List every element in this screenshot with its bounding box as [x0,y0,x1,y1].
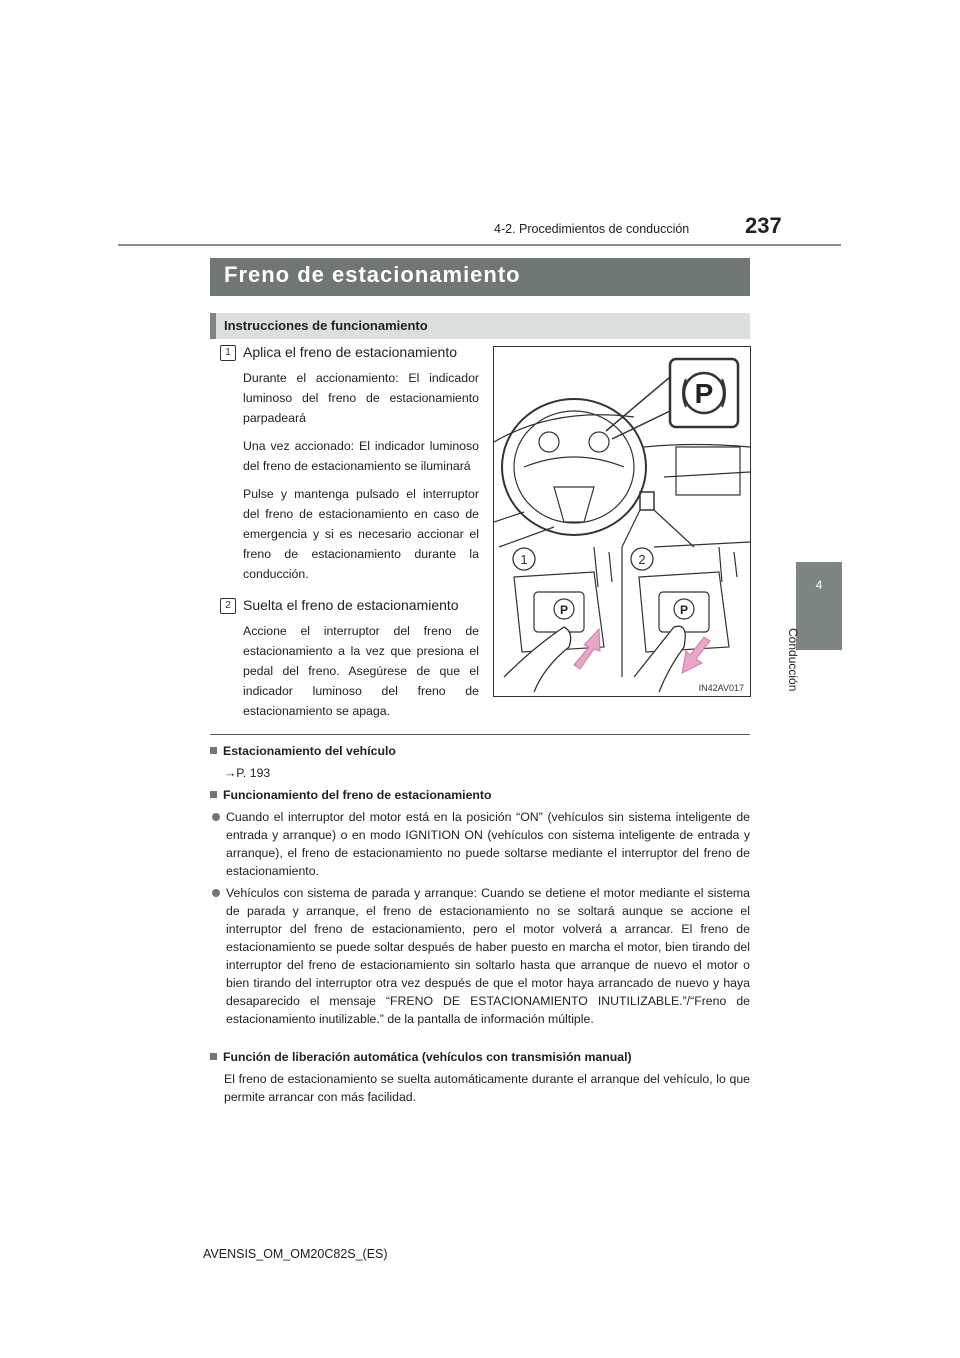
note-title: Función de liberación automática (vehículos con transmisión manual) [223,1050,632,1064]
page-number: 237 [745,213,782,238]
square-bullet-icon [210,747,217,754]
subsection-title: Instrucciones de funcionamiento [224,318,428,333]
subsection-accent [210,313,216,339]
document-code: AVENSIS_OM_OM20C82S_(ES) [203,1247,388,1261]
step-2-body [243,621,479,729]
parking-brake-illustration [493,346,751,697]
step-1-paragraph: Durante el accionamiento: El indicador luminoso del freno de estacionamiento parpadeará [243,371,479,425]
round-bullet-icon [212,813,220,821]
note-parking [210,742,750,782]
step-1-body [243,368,479,592]
note-title: Estacionamiento del vehículo [223,744,396,758]
dash-line [664,472,750,477]
release-arrow-icon [682,637,710,673]
gauge-icon [589,432,609,452]
round-bullet-icon [212,889,220,897]
switch-location-icon [640,492,654,510]
note-reference: →P. 193 [224,766,271,780]
bullet-item: Cuando el interruptor del motor está en la posición “ON” (vehículos sin sistema inteligente de entrada y arranque) o en modo IGNITION ON (vehículos con sistema inteligente de entrada y arranque), el freno de estacionamiento no puede soltarse mediante el interruptor del freno de estacionamiento. [212,808,750,880]
chapter-name: Conducción [786,628,800,692]
page-title: Freno de estacionamiento [224,262,521,287]
note-auto-release [210,1048,750,1106]
note-operation [210,786,750,1028]
step-2-heading: Suelta el freno de estacionamiento [243,597,459,613]
note-title: Funcionamiento del freno de estacionamiento [223,788,492,802]
step-1-heading: Aplica el freno de estacionamiento [243,344,458,360]
dash-line [494,512,524,522]
square-bullet-icon [210,791,217,798]
display-screen-icon [676,447,740,495]
note-text: El freno de estacionamiento se suelta automáticamente durante el arranque del vehículo, lo que permite arrancar con más facilidad. [224,1072,750,1104]
step-2-paragraph: Accione el interruptor del freno de estacionamiento a la vez que presiona el pedal del freno. Asegúrese de que el indicador luminoso del freno de estacionamiento se apaga. [243,624,479,718]
callout-1-label: 1 [520,552,528,567]
square-bullet-icon [210,1053,217,1060]
switch-symbol-left: P [559,603,569,617]
callout-2-label: 2 [638,552,646,567]
bullet-item: Vehículos con sistema de parada y arranque: Cuando se detiene el motor mediante el sistema de parada y arranque, el freno de estacionamiento no se soltará aunque se accione el interruptor del freno de estacionamiento, pero el motor volverá a arrancar. El freno de estacionamiento se puede soltar después de haber puesto en marcha el motor, bien tirando del interruptor del freno de estacionamiento sin soltarlo hasta que arranque de nuevo el motor o bien tirando del interruptor otra vez después de que el motor haya arrancado de nuevo y haya desaparecido el mensaje “FRENO DE ESTACIONAMIENTO INUTILIZABLE.”/“Freno de estacionamiento inutilizable.” de la pantalla de información múltiple. [212,884,750,1028]
step-1-number: 1 [220,345,236,361]
illustration-svg [494,347,750,696]
section-path: 4-2. Procedimientos de conducción [494,222,690,236]
step-2-number: 2 [220,598,236,614]
header-rule [118,244,841,246]
step-1-paragraph: Una vez accionado: El indicador luminoso del freno de estacionamiento se iluminará [243,439,479,473]
step-1-paragraph: Pulse y mantenga pulsado el interruptor del freno de estacionamiento en caso de emergencia y si es necesario accionar el freno de estacionamiento durante la conducción. [243,487,479,581]
switch-symbol-right: P [679,603,689,617]
chapter-name-vertical [784,628,804,718]
section-divider [210,734,750,735]
dash-line [654,542,750,547]
chapter-number: 4 [815,578,823,592]
badge-symbol: P [694,378,714,409]
steering-wheel-icon [502,399,646,535]
figure-code: IN42AV017 [698,683,744,693]
gauge-icon [539,432,559,452]
